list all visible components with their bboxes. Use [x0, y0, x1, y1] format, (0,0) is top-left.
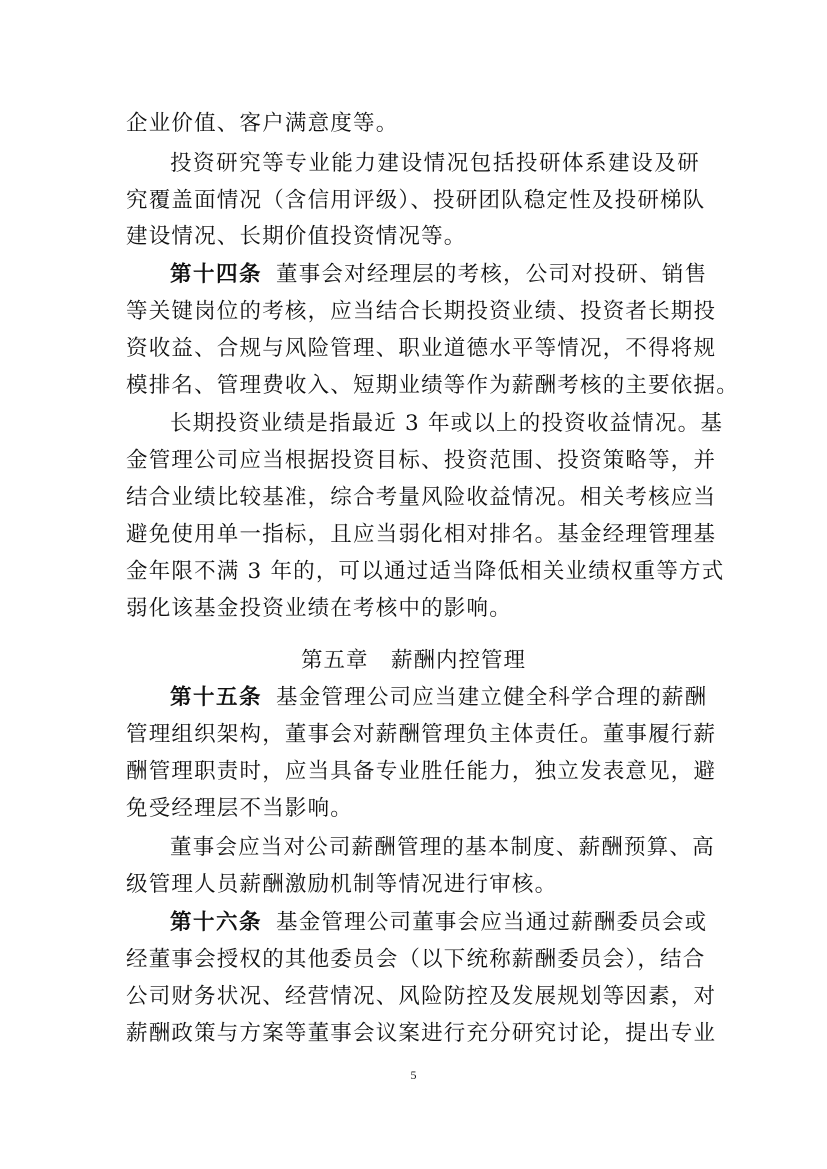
- paragraph-line: 公司财务状况、经营情况、风险防控及发展规划等因素，对: [126, 984, 717, 1009]
- paragraph-line: 避免使用单一指标，且应当弱化相对排名。基金经理管理基: [126, 522, 717, 547]
- article-16-text: 基金管理公司董事会应当通过薪酬委员会或: [276, 910, 708, 935]
- paragraph-line: 金管理公司应当根据投资目标、投资范围、投资策略等，并: [126, 448, 717, 473]
- paragraph-line: 金年限不满 3 年的，可以通过适当降低相关业绩权重等方式: [126, 559, 725, 584]
- paragraph-line: 结合业绩比较基准，综合考量风险收益情况。相关考核应当: [126, 485, 717, 510]
- article-16: [170, 910, 708, 936]
- paragraph-line: 级管理人员薪酬激励机制等情况进行审核。: [126, 872, 558, 897]
- article-15: [170, 685, 708, 711]
- paragraph-line: 薪酬政策与方案等董事会议案进行充分研究讨论，提出专业: [126, 1021, 717, 1046]
- paragraph-line: 免受经理层不当影响。: [126, 796, 354, 821]
- article-15-text: 基金管理公司应当建立健全科学合理的薪酬: [276, 685, 708, 710]
- paragraph-line: 经董事会授权的其他委员会（以下统称薪酬委员会），结合: [126, 947, 706, 972]
- paragraph-line: 长期投资业绩是指最近 3 年或以上的投资收益情况。基: [170, 411, 724, 436]
- paragraph-line: 酬管理职责时，应当具备专业胜任能力，独立发表意见，避: [126, 759, 717, 784]
- chapter-heading: 第五章 薪酬内控管理: [300, 648, 526, 673]
- paragraph-line: 建设情况、长期价值投资情况等。: [126, 224, 467, 249]
- paragraph-line: 等关键岗位的考核，应当结合长期投资业绩、投资者长期投: [126, 299, 717, 324]
- paragraph-line: 投资研究等专业能力建设情况包括投研体系建设及研: [170, 151, 700, 176]
- article-15-title: 第十五条: [170, 685, 263, 710]
- article-14: [170, 262, 708, 288]
- article-16-title: 第十六条: [170, 910, 263, 935]
- paragraph-line: 资收益、合规与风险管理、职业道德水平等情况，不得将规: [126, 336, 717, 361]
- paragraph-line: 管理组织架构，董事会对薪酬管理负主体责任。董事履行薪: [126, 722, 717, 747]
- paragraph-line: 董事会应当对公司薪酬管理的基本制度、薪酬预算、高: [170, 835, 715, 860]
- paragraph-line: 企业价值、客户满意度等。: [126, 111, 399, 136]
- paragraph-line: 究覆盖面情况（含信用评级）、投研团队稳定性及投研梯队: [126, 188, 706, 213]
- paragraph-line: 模排名、管理费收入、短期业绩等作为薪酬考核的主要依据。: [126, 373, 739, 398]
- page-number: 5: [410, 1068, 417, 1082]
- paragraph-line: 弱化该基金投资业绩在考核中的影响。: [126, 596, 512, 621]
- article-14-text: 董事会对经理层的考核，公司对投研、销售: [276, 262, 708, 287]
- article-14-title: 第十四条: [170, 262, 263, 287]
